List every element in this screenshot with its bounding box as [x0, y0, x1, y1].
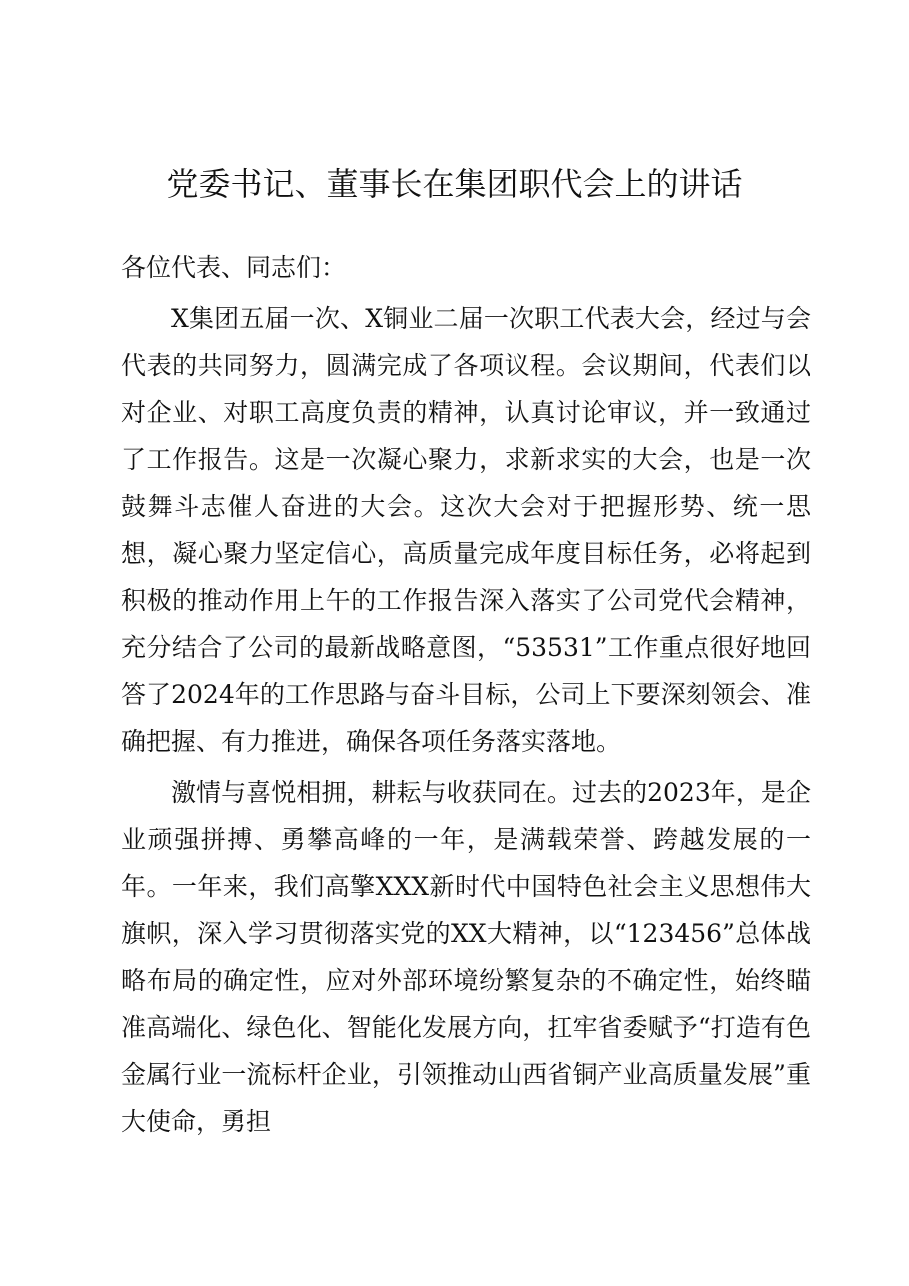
- paragraph-2: 激情与喜悦相拥，耕耘与收获同在。过去的2023年，是企业顽强拼搏、勇攀高峰的一年，是满载荣誉、跨越发展的一年。一年来，我们高擎XXX新时代中国特色社会主义思想伟大旗帜，深入学习贯彻落实党的XX大精神，以“123456”总体战略布局的确定性，应对外部环境纷繁复杂的不确定性，始终瞄准高端化、绿色化、智能化发展方向，扛牢省委赋予“打造有色金属行业一流标杆企业，引领推动山西省铜产业高质量发展”重大使命，勇担: [121, 778, 811, 1136]
- paragraph-1: X集团五届一次、X铜业二届一次职工代表大会，经过与会代表的共同努力，圆满完成了各项议程。会议期间，代表们以对企业、对职工高度负责的精神，认真讨论审议，并一致通过了工作报告。这是一次凝心聚力，求新求实的大会，也是一次鼓舞斗志催人奋进的大会。这次大会对于把握形势、统一思想，凝心聚力坚定信心，高质量完成年度目标任务，必将起到积极的推动作用上午的工作报告深入落实了公司党代会精神，充分结合了公司的最新战略意图，“53531”工作重点很好地回答了2024年的工作思路与奋斗目标，公司上下要深刻领会、准确把握、有力推进，确保各项任务落实落地。: [121, 304, 811, 756]
- document-title: 党委书记、董事长在集团职代会上的讲话: [166, 165, 743, 203]
- document-body: [121, 244, 811, 1145]
- salutation: 各位代表、同志们：: [121, 253, 347, 282]
